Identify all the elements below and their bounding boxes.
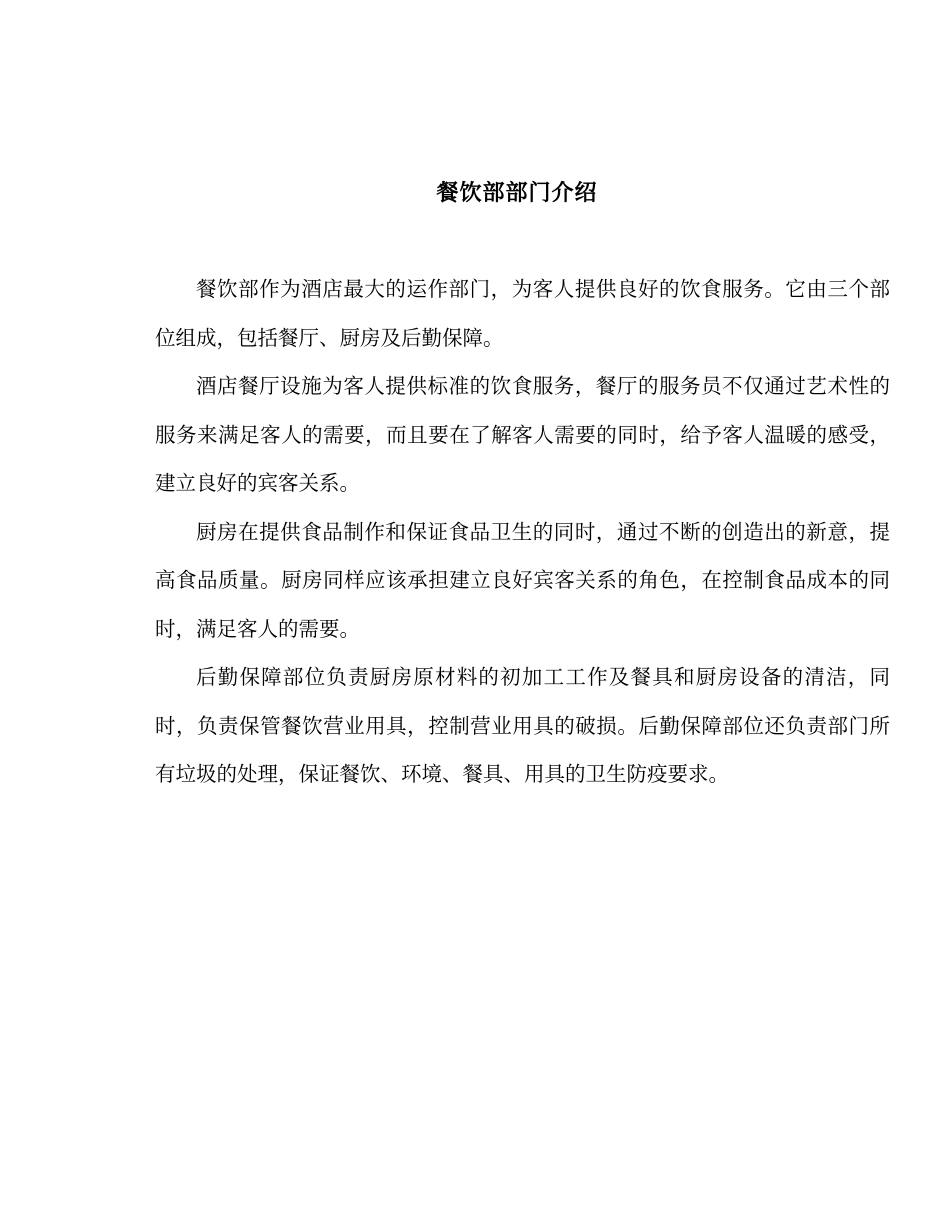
paragraph-intro: 餐饮部作为酒店最大的运作部门，为客人提供良好的饮食服务。它由三个部位组成，包括餐厅、厨房及后勤保障。 (155, 277, 890, 350)
page-title: 餐饮部部门介绍 (436, 180, 598, 206)
paragraph-kitchen: 厨房在提供食品制作和保证食品卫生的同时，通过不断的创造出的新意，提高食品质量。厨房同样应该承担建立良好宾客关系的角色，在控制食品成本的同时，满足客人的需要。 (155, 519, 890, 641)
paragraph-restaurant: 酒店餐厅设施为客人提供标准的饮食服务，餐厅的服务员不仅通过艺术性的服务来满足客人的需要，而且要在了解客人需要的同时，给予客人温暖的感受，建立良好的宾客关系。 (155, 374, 890, 495)
paragraph-logistics: 后勤保障部位负责厨房原材料的初加工工作及餐具和厨房设备的清洁，同时，负责保管餐饮营业用具，控制营业用具的破损。后勤保障部位还负责部门所有垃圾的处理，保证餐饮、环境、餐具、用具的卫生防疫要求。 (155, 665, 890, 786)
document-body (155, 265, 890, 799)
